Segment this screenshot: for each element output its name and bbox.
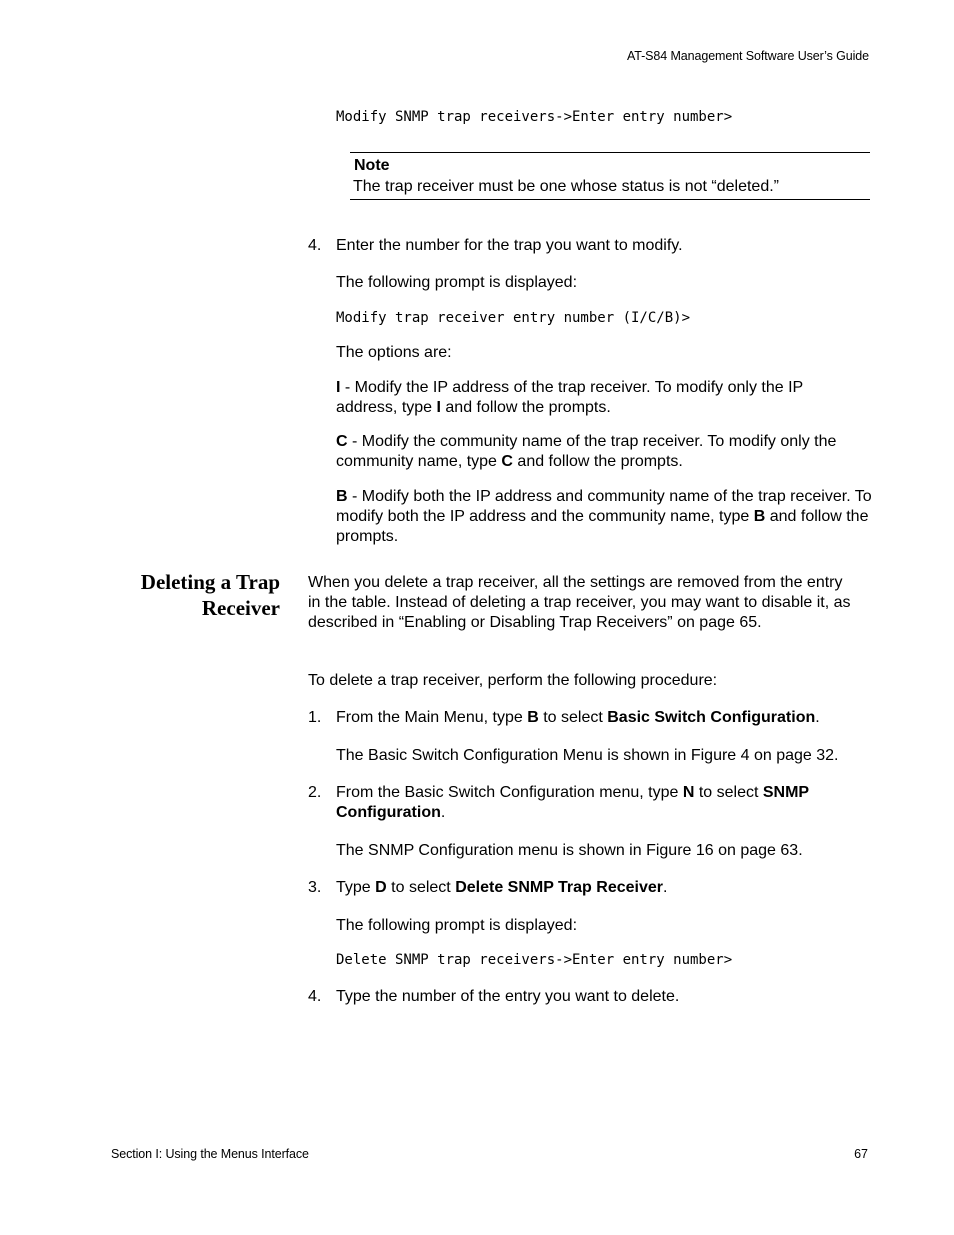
step-text: Type the number of the entry you want to delete.	[336, 988, 680, 1005]
option-key: I	[436, 399, 441, 416]
step-menu-target: Delete SNMP Trap Receiver	[455, 879, 663, 896]
footer-section: Section I: Using the Menus Interface	[111, 1147, 309, 1161]
note-text: The trap receiver must be one whose status is not “deleted.”	[353, 178, 779, 195]
code-prompt-delete-receivers: Delete SNMP trap receivers->Enter entry number>	[336, 952, 733, 968]
step-key: N	[682, 784, 695, 801]
section-heading-line: Deleting a Trap	[140, 570, 280, 594]
option-text: - Modify the IP address of the trap receiver. To modify only the IP address, type	[336, 379, 803, 416]
paragraph: The options are:	[336, 344, 452, 361]
step-text-part: Type	[336, 879, 376, 896]
step-number: 4.	[308, 988, 322, 1005]
step-key: D	[375, 879, 387, 896]
section-heading-line: Receiver	[201, 596, 280, 620]
note-box	[350, 152, 870, 200]
step-number: 2.	[308, 784, 322, 801]
paragraph: The SNMP Configuration menu is shown in Figure 16 on page 63.	[336, 842, 803, 859]
running-header: AT-S84 Management Software User’s Guide	[626, 49, 869, 63]
option-text: and follow the prompts.	[440, 399, 611, 416]
step-text-part: to select	[538, 709, 608, 726]
paragraph: The following prompt is displayed:	[336, 274, 578, 291]
option-text: and follow the prompts.	[336, 508, 869, 545]
step-number: 1.	[308, 709, 322, 726]
option-key: B	[753, 508, 766, 525]
page-number: 67	[854, 1147, 868, 1161]
paragraph: To delete a trap receiver, perform the following procedure:	[308, 672, 718, 689]
paragraph: The following prompt is displayed:	[336, 917, 578, 934]
step-text-part: From the Main Menu, type	[336, 709, 528, 726]
option-text: and follow the prompts.	[512, 453, 683, 470]
option-i-paragraph	[336, 378, 856, 418]
step-number: 3.	[308, 879, 322, 896]
paragraph: The Basic Switch Configuration Menu is shown in Figure 4 on page 32.	[336, 747, 839, 764]
section-heading	[141, 569, 280, 621]
option-key: C	[336, 433, 348, 450]
step-text-part: From the Basic Switch Configuration menu, type	[336, 784, 683, 801]
option-text: - Modify both the IP address and community name of the trap receiver. To modify both the IP address and the community name, type	[336, 488, 872, 525]
step-text-part: .	[815, 709, 820, 726]
step-text	[336, 708, 876, 728]
option-key: C	[501, 453, 513, 470]
note-title: Note	[354, 157, 390, 174]
step-text	[336, 783, 861, 823]
step-text	[336, 878, 876, 898]
step-menu-target: Basic Switch Configuration	[607, 709, 816, 726]
step-number: 4.	[308, 237, 322, 254]
option-key: B	[336, 488, 348, 505]
step-text-part: to select	[386, 879, 456, 896]
option-b-paragraph	[336, 487, 876, 547]
code-prompt-modify-entry: Modify trap receiver entry number (I/C/B)>	[336, 310, 691, 326]
option-key: I	[336, 379, 341, 396]
step-text-part: .	[440, 804, 446, 821]
option-c-paragraph	[336, 432, 876, 472]
option-text: - Modify the community name of the trap receiver. To modify only the community name, type	[336, 433, 837, 470]
step-key: B	[527, 709, 539, 726]
step-text-part: .	[663, 879, 668, 896]
section-intro-paragraph: When you delete a trap receiver, all the settings are removed from the entry in the table. Instead of deleting a trap receiver, you may want to disable it, as described in “Enabling or Disabling Trap Receivers” on page 65.	[308, 574, 851, 631]
step-text-part: to select	[694, 784, 763, 801]
code-prompt-modify-receivers: Modify SNMP trap receivers->Enter entry number>	[336, 109, 733, 125]
step-text: Enter the number for the trap you want to modify.	[336, 237, 683, 254]
step-menu-target: SNMP Configuration	[336, 784, 809, 821]
